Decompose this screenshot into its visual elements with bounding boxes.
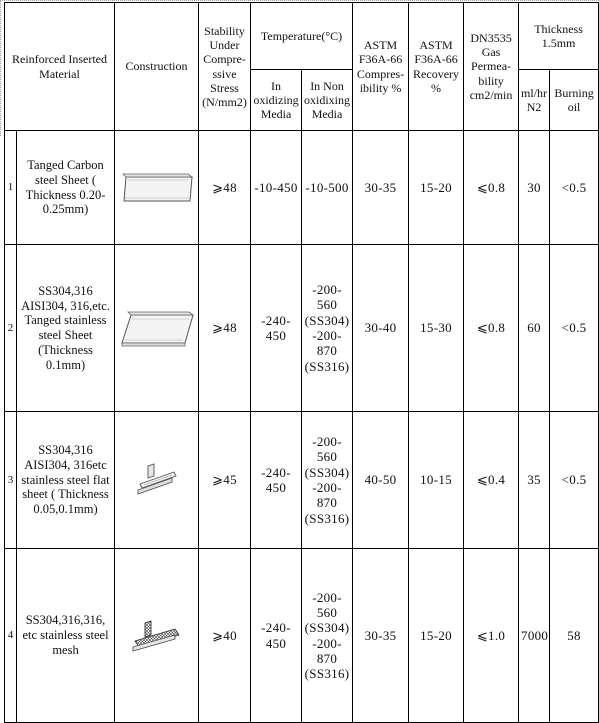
table-row	[5, 131, 599, 245]
temp-oxidizing-value: -240-450	[251, 245, 302, 412]
header-compressibility: ASTM F36A-66 Compres-ibility %	[353, 3, 409, 131]
header-gas-permeability: DN3535 Gas Permea-bility cm2/min	[464, 3, 519, 131]
recovery-value: 15-20	[409, 549, 464, 723]
header-construction: Construction	[115, 3, 199, 131]
gas-permeability-value: ⩽0.8	[464, 245, 519, 412]
material-cell: SS304,316 AISI304, 316,etc. Tanged stainless steel Sheet (Thickness 0.1mm)	[17, 245, 115, 412]
temp-non-oxidizing-value: -200-560 (SS304) -200-870 (SS316)	[302, 245, 353, 412]
header-stability: Stability Under Compre-ssive Stress (N/mm2)	[199, 3, 251, 131]
oil-value: <0.5	[550, 412, 599, 549]
temp-oxidizing-value: -10-450	[251, 131, 302, 245]
n2-value: 30	[519, 131, 550, 245]
construction-cell	[115, 131, 199, 245]
temp-oxidizing-value: -240-450	[251, 549, 302, 723]
table-row	[5, 549, 599, 723]
gas-permeability-value: ⩽0.4	[464, 412, 519, 549]
oil-value: <0.5	[550, 245, 599, 412]
construction-cell	[115, 245, 199, 412]
construction-cell	[115, 549, 199, 723]
material-cell: SS304,316 AISI304, 316etc stainless steel flat sheet ( Thickness 0.05,0.1mm)	[17, 412, 115, 549]
row-number: 1	[5, 131, 17, 245]
header-thickness: Thickness 1.5mm	[519, 3, 599, 70]
header-temp-oxidizing: In oxidizing Media	[251, 70, 302, 131]
header-n2: ml/hr N2	[519, 70, 550, 131]
row-number: 4	[5, 549, 17, 723]
n2-value: 35	[519, 412, 550, 549]
oil-value: 58	[550, 549, 599, 723]
table-row	[5, 245, 599, 412]
stability-value: ⩾48	[199, 245, 251, 412]
header-row-1	[5, 3, 599, 70]
row-number: 2	[5, 245, 17, 412]
n2-value: 7000	[519, 549, 550, 723]
compressibility-value: 30-40	[353, 245, 409, 412]
construction-cell	[115, 412, 199, 549]
n2-value: 60	[519, 245, 550, 412]
temp-non-oxidizing-value: -200-560 (SS304) -200-870 (SS316)	[302, 412, 353, 549]
table-row	[5, 412, 599, 549]
header-temp-non-oxidizing: In Non oxidixing Media	[302, 70, 353, 131]
flat-sheet-icon	[134, 458, 180, 502]
stability-value: ⩾40	[199, 549, 251, 723]
oil-value: <0.5	[550, 131, 599, 245]
temp-non-oxidizing-value: -200-560 (SS304) -200-870 (SS316)	[302, 549, 353, 723]
header-oil: Burning oil	[550, 70, 599, 131]
header-temperature: Temperature(°C)	[251, 3, 353, 70]
compressibility-value: 40-50	[353, 412, 409, 549]
header-material: Reinforced Inserted Material	[5, 3, 115, 131]
temp-oxidizing-value: -240-450	[251, 412, 302, 549]
compressibility-value: 30-35	[353, 549, 409, 723]
recovery-value: 15-30	[409, 245, 464, 412]
material-cell: Tanged Carbon steel Sheet ( Thickness 0.20-0.25mm)	[17, 131, 115, 245]
wire-mesh-icon	[129, 613, 185, 659]
gas-permeability-value: ⩽0.8	[464, 131, 519, 245]
gasket-spec-table	[4, 2, 599, 723]
row-number: 3	[5, 412, 17, 549]
stability-value: ⩾45	[199, 412, 251, 549]
header-recovery: ASTM F36A-66 Recovery %	[409, 3, 464, 131]
recovery-value: 15-20	[409, 131, 464, 245]
tanged-sheet-icon	[119, 307, 195, 349]
compressibility-value: 30-35	[353, 131, 409, 245]
stability-value: ⩾48	[199, 131, 251, 245]
tanged-sheet-icon	[120, 171, 194, 205]
temp-non-oxidizing-value: -10-500	[302, 131, 353, 245]
recovery-value: 10-15	[409, 412, 464, 549]
gas-permeability-value: ⩽1.0	[464, 549, 519, 723]
material-cell: SS304,316,316, etc stainless steel mesh	[17, 549, 115, 723]
